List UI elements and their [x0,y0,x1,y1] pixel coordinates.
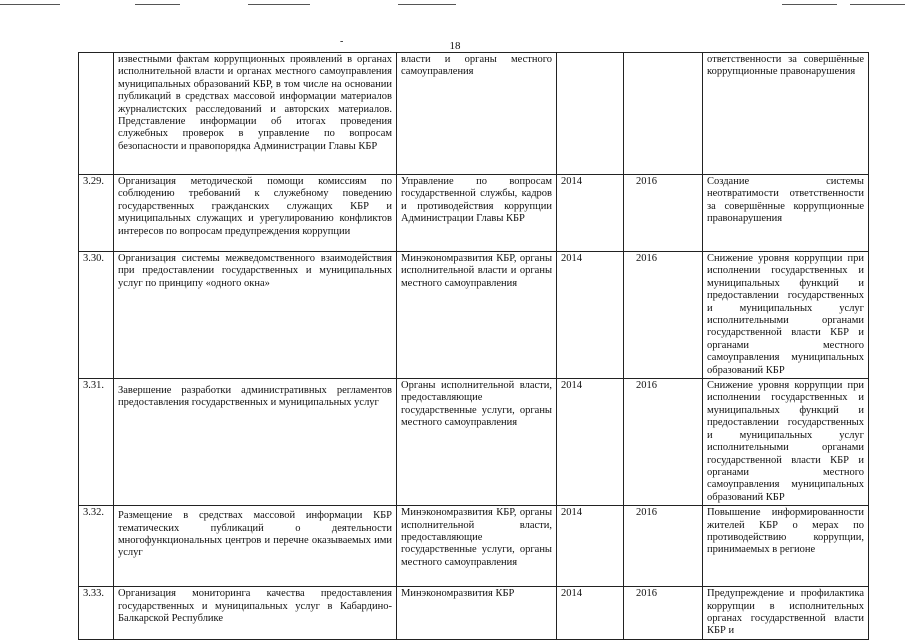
measure-text: Завершение разработки административных регламентов предоставления государственных и муниципальных услуг [114,379,397,506]
header-rule [135,4,180,5]
year-start: 2014 [557,379,624,506]
table-row [79,506,869,587]
result-text: Предупреждение и профилактика коррупции в исполнительных органах государственной власти КБР и [703,587,869,640]
result-text: Снижение уровня коррупции при исполнении государственных и муниципальных функций и предоставлении государственных и муниципальных услуг исполнительными органами государственной власти КБР и органами местного самоуправления муниципальных образований КБР [703,252,869,379]
executor-text: Минэкономразвития КБР, органы исполнительной власти и органы местного самоуправления [397,252,557,379]
row-number: 3.30. [79,252,114,379]
executor-text: Управление по вопросам государственной службы, кадров и противодействия коррупции Администрации Главы КБР [397,175,557,252]
header-rule [850,4,905,5]
executor-text: Минэкономразвития КБР, органы исполнительной власти, предоставляющие государственные услуги, органы местного самоуправления [397,506,557,587]
table-row [79,379,869,506]
row-number: 3.31. [79,379,114,506]
header-mark: - [340,36,344,47]
year-start: 2014 [557,506,624,587]
executor-text: власти и органы местного самоуправления [397,53,557,175]
year-end: 2016 [624,252,703,379]
result-text: Снижение уровня коррупции при исполнении государственных и муниципальных функций и предоставлении государственных и муниципальных услуг исполнительными органами государственной власти КБР и органами местного самоуправления муниципальных образований КБР [703,379,869,506]
executor-text: Органы исполнительной власти, предоставляющие государственные услуги, органы местного самоуправления [397,379,557,506]
header-rule [398,4,456,5]
table-row [79,53,869,175]
measure-text: Организация мониторинга качества предоставления государственных и муниципальных услуг в Кабардино-Балкарской Республике [114,587,397,640]
year-end: 2016 [624,506,703,587]
table-row [79,252,869,379]
header-rule [0,4,60,5]
measure-text: известными фактам коррупционных проявлений в органах исполнительной власти и органах местного самоуправления муниципальных образований КБР, в том числе на основании публикаций в средствах массовой информации материалов журналистских расследований и авторских материалов. Представление информации об итогах проведения служебных проверок в управление по вопросам безопасности и правопорядка Администрации Главы КБР [114,53,397,175]
result-text: Создание системы неотвратимости ответственности за совершённые коррупционные правонарушения [703,175,869,252]
table-row [79,175,869,252]
table-row [79,587,869,640]
executor-text: Минэкономразвития КБР [397,587,557,640]
year-end [624,53,703,175]
row-number [79,53,114,175]
header-rule [248,4,310,5]
year-end: 2016 [624,379,703,506]
year-start: 2014 [557,175,624,252]
row-number: 3.29. [79,175,114,252]
year-start: 2014 [557,587,624,640]
header-rule [782,4,837,5]
page-number: 18 [449,40,461,52]
year-start: 2014 [557,252,624,379]
year-end: 2016 [624,587,703,640]
row-number: 3.32. [79,506,114,587]
measures-table [78,52,869,640]
measure-text: Организация методической помощи комиссиям по соблюдению требований к служебному поведению государственных гражданских служащих КБР и муниципальных служащих и урегулированию конфликтов интересов по вопросам предупреждения коррупции [114,175,397,252]
measure-text: Организация системы межведомственного взаимодействия при предоставлении государственных и муниципальных услуг по принципу «одного окна» [114,252,397,379]
row-number: 3.33. [79,587,114,640]
measure-text: Размещение в средствах массовой информации КБР тематических публикаций о деятельности многофункциональных центров и перечне оказываемых ими услуг [114,506,397,587]
result-text: ответственности за совершённые коррупционные правонарушения [703,53,869,175]
result-text: Повышение информированности жителей КБР о мерах по противодействию коррупции, принимаемых в регионе [703,506,869,587]
year-start [557,53,624,175]
year-end: 2016 [624,175,703,252]
